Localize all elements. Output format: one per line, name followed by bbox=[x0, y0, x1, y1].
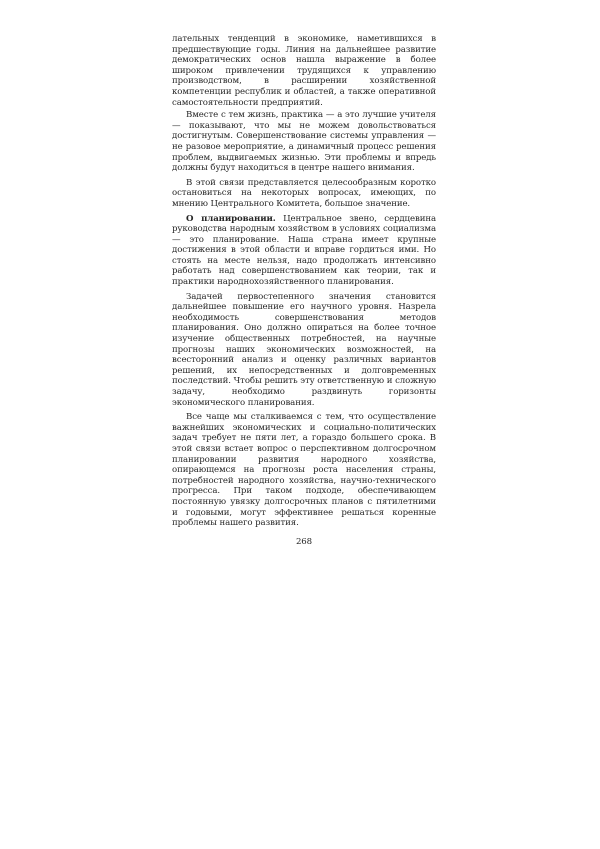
paragraph-4-text: Центральное звено, сердцевина руководства народным хозяйством в условиях социализма — это планирование. Наша страна имеет крупные достижения в этой области и вправе гордиться ими. Но стоять на месте нельзя, надо продолжать интенсивно работать над совершенствованием как теории, так и практики народнохозяйственного планирования. bbox=[172, 213, 436, 288]
paragraph-5: Задачей первостепенного значения становится дальнейшее повышение его научного уровня. Назрела необходимость совершенствования методов планирования. Оно должно опираться на более точное изучение общественных потребностей, на научные прогнозы наших экономических возможностей, на всесторонний анализ и оценку различных вариантов решений, их непосредственных и долговременных последствий. Чтобы решить эту ответственную и сложную задачу, необходимо раздвинуть горизонты экономического планирования. bbox=[172, 291, 436, 408]
paragraph-3: В этой связи представляется целесообразным коротко остановиться на некоторых вопросах, имеющих, по мнению Центрального Комитета, большое значение. bbox=[172, 177, 436, 209]
page-number: 268 bbox=[295, 536, 313, 547]
paragraph-6: Все чаще мы сталкиваемся с тем, что осуществление важнейших экономических и социально-политических задач требует не пяти лет, а гораздо большего срока. В этой связи встает вопрос о перспективном долгосрочном планировании развития народного хозяйства, опирающемся на прогнозы роста населения страны, потребностей народного хозяйства, научно-технического прогресса. При таком подходе, обеспечивающем постоянную увязку долгосрочных планов с пятилетними и годовыми, могут эффективнее решаться коренные проблемы нашего развития. bbox=[172, 412, 436, 529]
paragraph-4 bbox=[172, 214, 436, 288]
paragraph-2: Вместе с тем жизнь, практика — а это лучшие учителя — показывают, что мы не можем довольствоваться достигнутым. Совершенствование системы управления — не разовое мероприятие, а динамичный процесс решения проблем, выдвигаемых жизнью. Эти проблемы и впредь должны будут находиться в центре нашего внимания. bbox=[172, 110, 436, 174]
page-body bbox=[172, 34, 436, 547]
section-heading-planning: О планировании. bbox=[186, 213, 276, 224]
paragraph-1: лательных тенденций в экономике, наметившихся в предшествующие годы. Линия на дальнейшее развитие демократических основ нашла выражение в более широком привлечении трудящихся к управлению производством, в расширении хозяйственной компетенции республик и областей, а также оперативной самостоятельности предприятий. bbox=[172, 34, 436, 108]
